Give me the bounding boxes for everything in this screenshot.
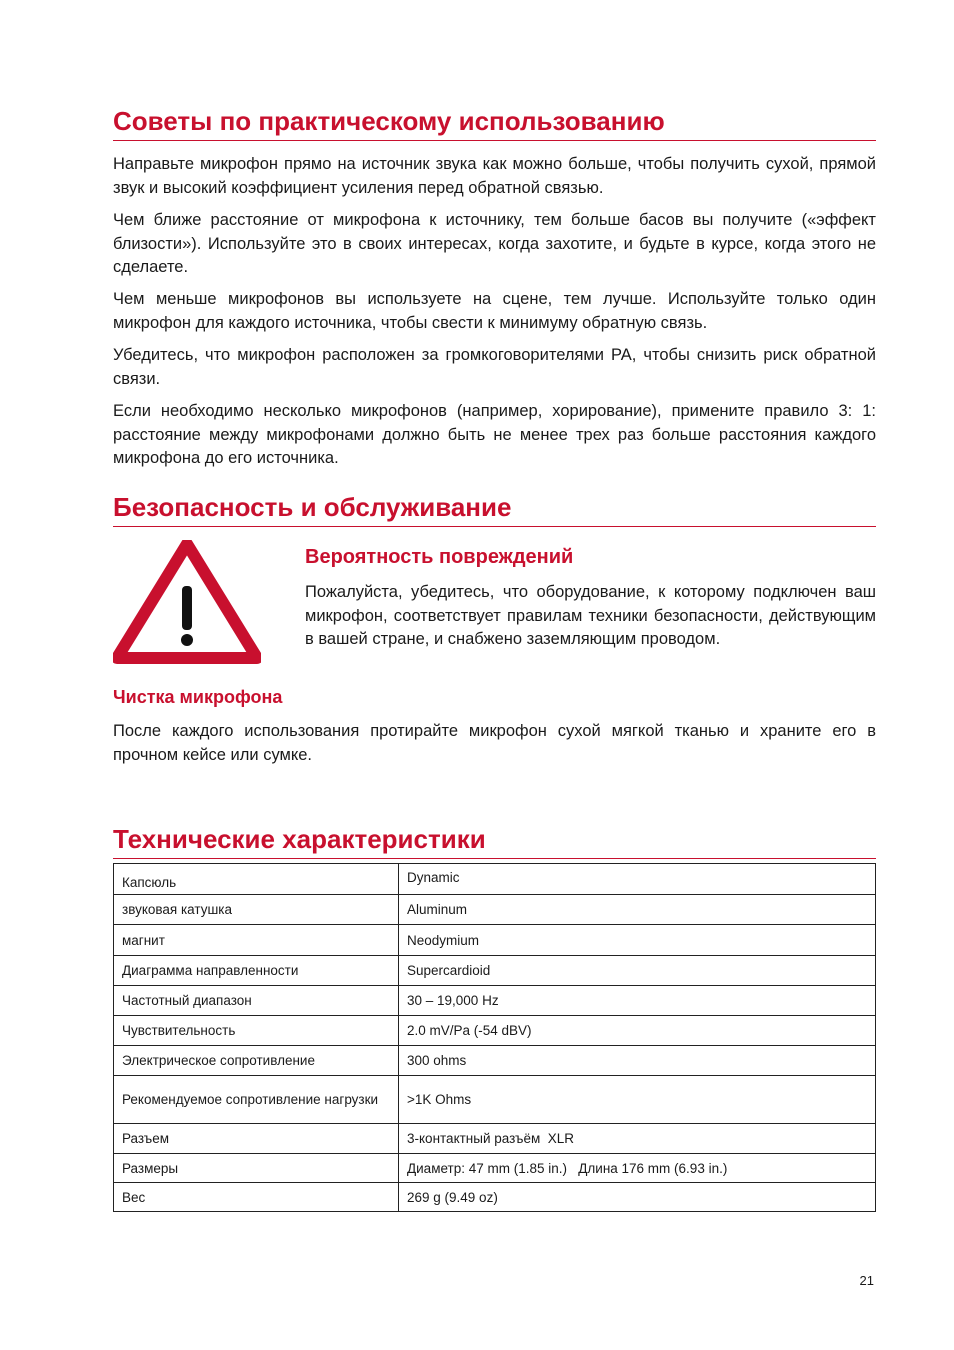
- cleaning-title: Чистка микрофона: [113, 687, 283, 707]
- spec-label: Электрическое сопротивление: [114, 1046, 399, 1076]
- warning-triangle-icon: [113, 540, 261, 664]
- table-row: [114, 1183, 876, 1212]
- spec-label: магнит: [114, 925, 399, 956]
- table-row: [114, 1016, 876, 1046]
- spec-value: >1K Ohms: [399, 1076, 876, 1124]
- spec-value: 2.0 mV/Pa (-54 dBV): [399, 1016, 876, 1046]
- spec-label: Рекомендуемое сопротивление нагрузки: [114, 1076, 399, 1124]
- tips-paragraph-3: Чем меньше микрофонов вы используете на сцене, тем лучше. Используйте только один микрофон для каждого источника, чтобы свести к минимуму обратную связь.: [113, 290, 876, 332]
- table-row: [114, 864, 876, 895]
- table-row: [114, 1076, 876, 1124]
- spec-label: звуковая катушка: [114, 895, 399, 925]
- table-row: [114, 956, 876, 986]
- cleaning-text: После каждого использования протирайте микрофон сухой мягкой тканью и храните его в прочном кейсе или сумке.: [113, 722, 876, 764]
- spec-value: Neodymium: [399, 925, 876, 956]
- spec-value: Dynamic: [399, 864, 876, 895]
- table-row: [114, 1124, 876, 1154]
- warning-title: Вероятность повреждений: [305, 546, 574, 568]
- warning-text: Пожалуйста, убедитесь, что оборудование, к которому подключен ваш микрофон, соответствует правилам техники безопасности, действующим в вашей стране, и снабжено заземляющим проводом.: [305, 583, 876, 648]
- specs-table: [113, 863, 876, 1212]
- page-number: 21: [859, 1273, 874, 1288]
- spec-value: 30 – 19,000 Hz: [399, 986, 876, 1016]
- spec-value: 269 g (9.49 oz): [399, 1183, 876, 1212]
- table-row: [114, 1046, 876, 1076]
- spec-label: Вес: [114, 1183, 399, 1212]
- tips-paragraph-2: Чем ближе расстояние от микрофона к источнику, тем больше басов вы получите («эффект близости»). Используйте это в своих интересах, когда захотите, и будьте в курсе, когда этого не сделаете.: [113, 211, 876, 276]
- spec-label: Капсюль: [114, 864, 399, 895]
- spec-value: Aluminum: [399, 895, 876, 925]
- spec-value: Диаметр: 47 mm (1.85 in.) Длина 176 mm (6.93 in.): [399, 1154, 876, 1183]
- spec-value: 300 ohms: [399, 1046, 876, 1076]
- spec-value: Supercardioid: [399, 956, 876, 986]
- spec-label: Чувствительность: [114, 1016, 399, 1046]
- spec-label: Разъем: [114, 1124, 399, 1154]
- table-row: [114, 986, 876, 1016]
- spec-label: Диаграмма направленности: [114, 956, 399, 986]
- tips-heading: Советы по практическому использованию: [113, 105, 876, 141]
- tips-paragraph-5: Если необходимо несколько микрофонов (например, хорирование), примените правило 3: 1: расстояние между микрофонами должно быть не менее трех раз больше расстояния каждого микрофона до его источника.: [113, 402, 876, 467]
- table-row: [114, 1154, 876, 1183]
- safety-heading: Безопасность и обслуживание: [113, 491, 876, 527]
- spec-label: Размеры: [114, 1154, 399, 1183]
- table-row: [114, 895, 876, 925]
- specs-heading: Технические характеристики: [113, 823, 876, 859]
- table-row: [114, 925, 876, 956]
- tips-paragraph-1: Направьте микрофон прямо на источник звука как можно больше, чтобы получить сухой, прямой звук и высокий коэффициент усиления перед обратной связью.: [113, 155, 876, 197]
- spec-value: 3-контактный разъём XLR: [399, 1124, 876, 1154]
- tips-paragraph-4: Убедитесь, что микрофон расположен за громкоговорителями PA, чтобы снизить риск обратной связи.: [113, 346, 876, 388]
- spec-label: Частотный диапазон: [114, 986, 399, 1016]
